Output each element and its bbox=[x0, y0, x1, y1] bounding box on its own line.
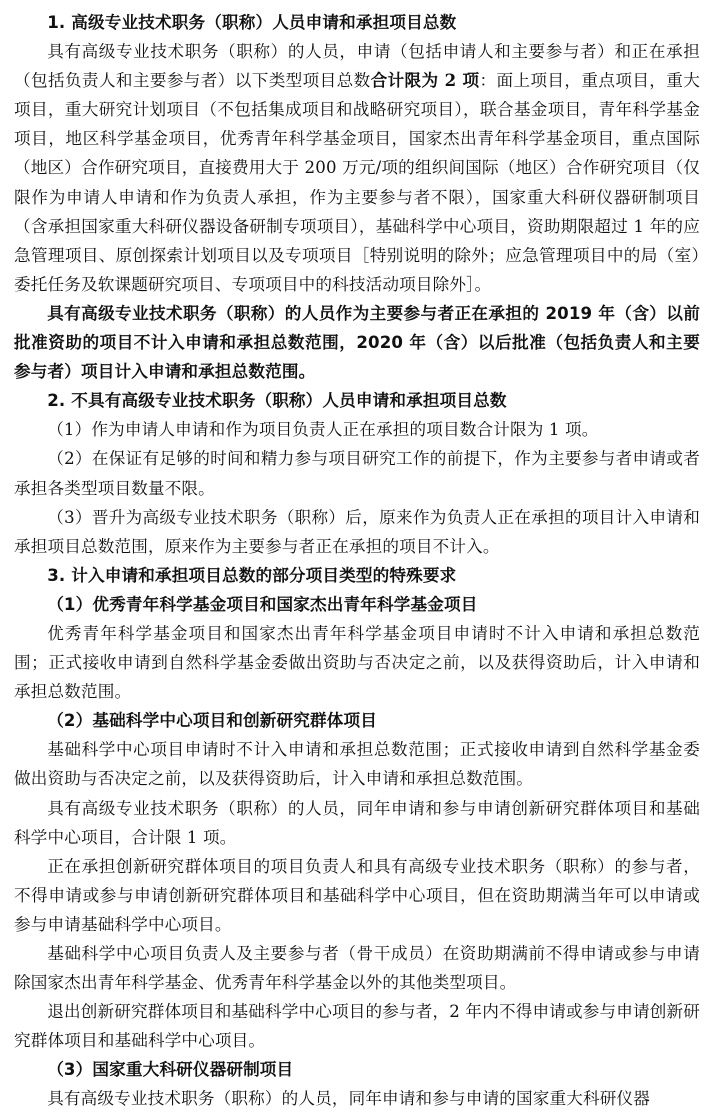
section-2-item-2: （2）在保证有足够的时间和精力参与项目研究工作的前提下，作为主要参与者申请或者承担各类型项目数量不限。 bbox=[14, 449, 700, 498]
section-3-sub-1-paragraph: 优秀青年科学基金项目和国家杰出青年科学基金项目申请时不计入申请和承担总数范围；正式接收申请到自然科学基金委做出资助与否决定之前，以及获得资助后，计入申请和承担总数范围。 bbox=[14, 623, 700, 702]
section-3-heading: 3. 计入申请和承担项目总数的部分项目类型的特殊要求 bbox=[47, 565, 457, 585]
section-1-heading: 1. 高级专业技术职务（职称）人员申请和承担项目总数 bbox=[47, 13, 457, 32]
section-3-sub-2-paragraph-1: 基础科学中心项目申请时不计入申请和承担总数范围；正式接收申请到自然科学基金委做出资助与否决定之前，以及获得资助后，计入申请和承担总数范围。 bbox=[14, 740, 700, 789]
section-3-sub-3-title: （3）国家重大科研仪器研制项目 bbox=[47, 1060, 294, 1080]
section-3-sub-2-title: （2）基础科学中心项目和创新研究群体项目 bbox=[47, 711, 378, 731]
section-3-sub-2-paragraph-2: 具有高级专业技术职务（职称）的人员，同年申请和参与申请创新研究群体项目和基础科学中心项目，合计限 1 项。 bbox=[14, 798, 700, 847]
section-1-paragraph-1-part-a: 具有高级专业技术职务（职称）的人员，申请（包括申请人和主要参与者）和正在承担（包括负责人和主要参与者）以下类型项目总数 bbox=[14, 42, 700, 91]
section-3-sub-1-title: （1）优秀青年科学基金项目和国家杰出青年科学基金项目 bbox=[47, 594, 478, 614]
section-2-item-3: （3）晋升为高级专业技术职务（职称）后，原来作为负责人正在承担的项目计入申请和承担项目总数范围，原来作为主要参与者正在承担的项目不计入。 bbox=[14, 507, 700, 556]
section-1-paragraph-1-part-b: ：面上项目，重点项目，重大项目，重大研究计划项目（不包括集成项目和战略研究项目），联合基金项目，青年科学基金项目，地区科学基金项目，优秀青年科学基金项目，国家杰出青年科学基金项目，重点国际（地区）合作研究项目，直接费用大于 200 万元/项的组织间国际（地区）合作研究项目（仅限作为申请人申请和作为负责人承担，作为主要参与者不限），国家重大科研仪器研制项目（含承担国家重大科研仪器设备研制专项项目），基础科学中心项目，资助期限超过 1 年的应急管理项目、原创探索计划项目以及专项项目［特别说明的除外；应急管理项目中的局（室）委托任务及软课题研究项目、专项项目中的科技活动项目除外］。 bbox=[14, 71, 700, 294]
section-3-sub-3-paragraph: 具有高级专业技术职务（职称）的人员，同年申请和参与申请的国家重大科研仪器 bbox=[47, 1089, 650, 1109]
section-3-sub-2-paragraph-3: 正在承担创新研究群体项目的项目负责人和具有高级专业技术职务（职称）的参与者，不得申请或参与申请创新研究群体项目和基础科学中心项目，但在资助期满当年可以申请或参与申请基础科学中心项目。 bbox=[14, 856, 700, 934]
section-2-heading: 2. 不具有高级专业技术职务（职称）人员申请和承担项目总数 bbox=[47, 391, 507, 411]
section-1-paragraph-2: 具有高级专业技术职务（职称）的人员作为主要参与者正在承担的 2019 年（含）以前批准资助的项目不计入申请和承担总数范围，2020 年（含）以后批准（包括负责人和主要参与者）项目计入申请和承担总数范围。 bbox=[14, 303, 700, 382]
section-2-item-1: （1）作为申请人申请和作为项目负责人正在承担的项目数合计限为 1 项。 bbox=[47, 420, 599, 440]
section-3-sub-2-paragraph-4: 基础科学中心项目负责人及主要参与者（骨干成员）在资助期满前不得申请或参与申请除国家杰出青年科学基金、优秀青年科学基金以外的其他类型项目。 bbox=[14, 944, 700, 993]
section-3-sub-2-paragraph-5: 退出创新研究群体项目和基础科学中心项目的参与者，2 年内不得申请或参与申请创新研究群体项目和基础科学中心项目。 bbox=[14, 1002, 700, 1051]
section-1-limit-emphasis: 合计限为 2 项 bbox=[370, 70, 480, 91]
section-1-paragraph-1 bbox=[14, 37, 700, 299]
